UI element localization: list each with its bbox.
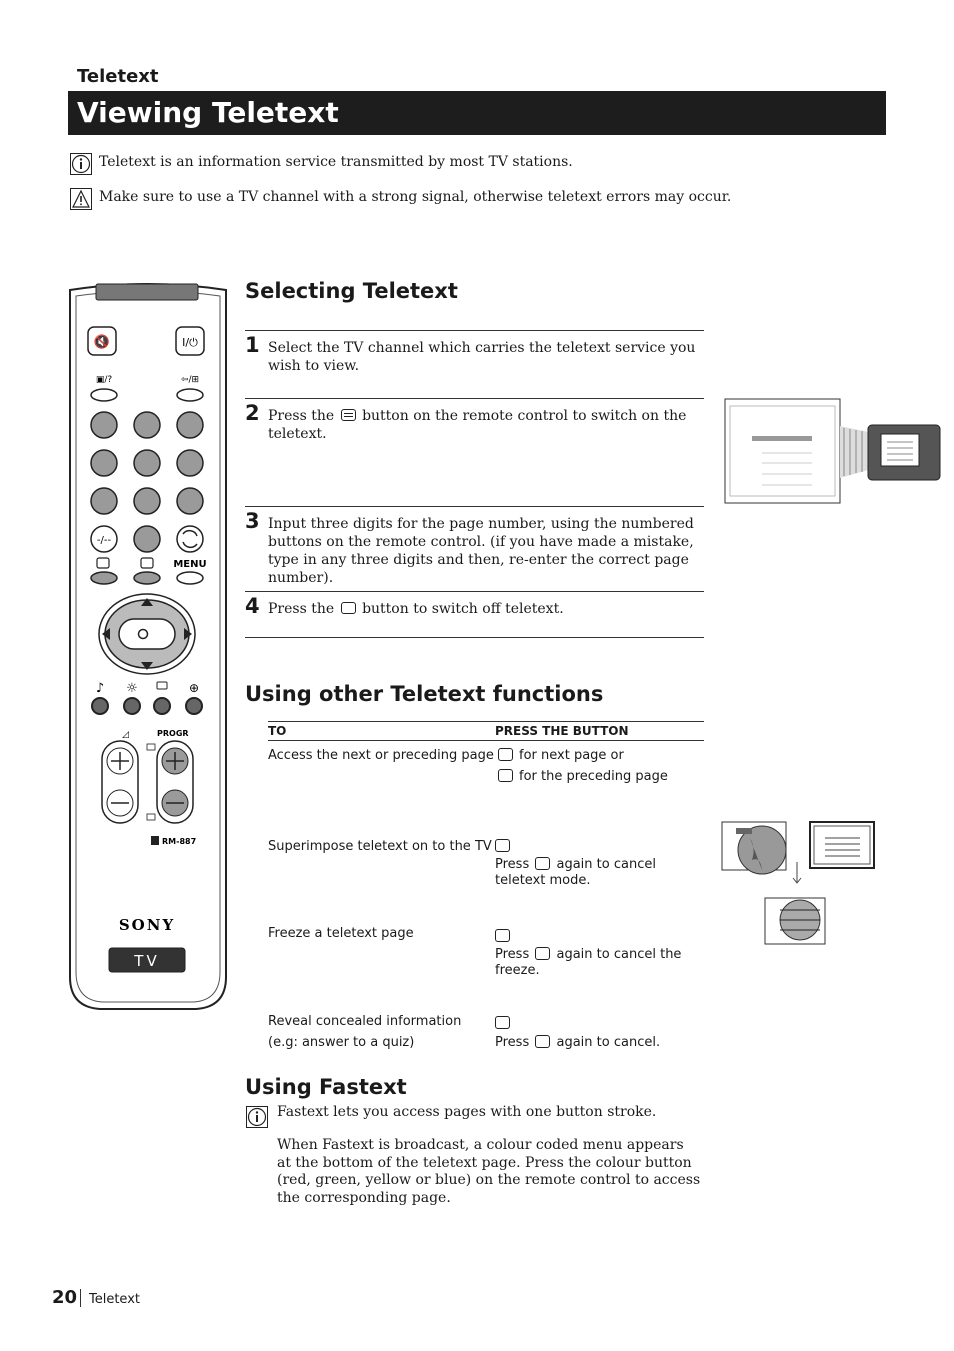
- row-reveal-press: Press again to cancel.: [495, 1035, 661, 1050]
- picture-icon: ☼: [126, 681, 138, 696]
- selecting-heading: Selecting Teletext: [245, 279, 458, 303]
- step-4-post: button to switch off teletext.: [362, 601, 564, 617]
- teletext-button-icon: [341, 409, 356, 421]
- row-superimpose-to: Superimpose teletext on to the TV: [268, 839, 492, 854]
- section-label: Teletext: [77, 66, 159, 87]
- fastext-description: When Fastext is broadcast, a colour coded menu appears at the bottom of the teletext page. Press the colour button (red, green, yellow or blue) on the remote control to access the corresponding page.: [277, 1137, 701, 1206]
- page-down-icon: [498, 769, 513, 782]
- row-freeze-symbol: [495, 927, 516, 947]
- row-reveal-to-example: (e.g: answer to a quiz): [268, 1035, 415, 1050]
- step-2-number: 2: [245, 401, 260, 425]
- row-reveal-symbol: [495, 1014, 516, 1034]
- step-2-text: [268, 407, 700, 443]
- mute-icon: 🔇: [93, 335, 111, 350]
- jump-button: [177, 526, 203, 552]
- note-warning: [70, 188, 732, 214]
- note-info: [70, 153, 573, 179]
- superimpose-illustration: [720, 820, 880, 948]
- info-icon: [70, 153, 92, 175]
- teletext-screen-illustration: [724, 398, 942, 506]
- remote-control-illustration: [66, 282, 230, 1012]
- footer-label: Teletext: [89, 1292, 140, 1307]
- row-next-page-press2: for the preceding page: [498, 767, 668, 787]
- step-3-number: 3: [245, 509, 260, 533]
- hold-icon: [495, 929, 510, 942]
- menu-button: [177, 572, 203, 584]
- step-2-pre: Press the: [268, 408, 335, 424]
- step-4-text: [268, 600, 700, 618]
- info-reveal-icon: ▣/?: [95, 375, 113, 385]
- row-freeze-press: Press again to cancel the freeze.: [495, 947, 682, 978]
- teletext-icon: [535, 857, 550, 870]
- step-4-number: 4: [245, 594, 260, 618]
- step-1-text: Select the TV channel which carries the teletext service you wish to view.: [268, 340, 696, 374]
- fastext-intro: Fastext lets you access pages with one button stroke.: [277, 1104, 657, 1120]
- step-2-post: button on the remote control to switch on the teletext.: [268, 408, 687, 442]
- warning-icon: [70, 188, 92, 210]
- row-next-page-press1: for next page or: [498, 746, 624, 766]
- footer-divider: [80, 1289, 81, 1307]
- volume-icon: ◿: [122, 730, 129, 740]
- step-3-text: Input three digits for the page number, using the numbered buttons on the remote control. (if you have made a mistake, type in any three digits and then, re-enter the correct page number).: [268, 516, 694, 586]
- fastext-heading: Using Fastext: [245, 1075, 407, 1099]
- page-number: 20: [52, 1287, 78, 1308]
- menu-label: MENU: [173, 559, 207, 570]
- note-info-text: Teletext is an information service transmitted by most TV stations.: [99, 154, 573, 170]
- input-select-icon: ⇦/⊞: [180, 375, 200, 385]
- row-next-page-to: Access the next or preceding page: [268, 748, 494, 763]
- col-press-header: PRESS THE BUTTON: [495, 724, 629, 738]
- reveal-icon: [535, 1035, 550, 1048]
- note-warning-text: Make sure to use a TV channel with a strong signal, otherwise teletext errors may occur.: [99, 189, 732, 205]
- row-superimpose-press: Press again to cancel teletext mode.: [495, 857, 656, 888]
- tv-button-icon: [341, 602, 356, 614]
- screen-mode-icon: ⊕: [188, 681, 200, 695]
- reveal-icon: [495, 1016, 510, 1029]
- hold-icon: [535, 947, 550, 960]
- model-label: RM-887: [162, 837, 197, 846]
- tv-label: TV: [134, 952, 160, 970]
- teletext-mix-icon: [495, 839, 510, 852]
- row-reveal-to: Reveal concealed information: [268, 1014, 462, 1029]
- step-4-pre: Press the: [268, 601, 335, 617]
- progr-label: PROGR: [157, 729, 189, 738]
- col-to-header: TO: [268, 724, 287, 738]
- row-freeze-to: Freeze a teletext page: [268, 926, 414, 941]
- step-1-number: 1: [245, 333, 260, 357]
- title-bar: [68, 91, 886, 135]
- functions-heading: Using other Teletext functions: [245, 682, 604, 706]
- page-title: Viewing Teletext: [77, 96, 339, 129]
- power-icon: I/⏻: [182, 336, 198, 349]
- row-superimpose-symbol: [495, 837, 516, 857]
- sound-icon: ♪: [95, 681, 105, 696]
- brand-logo: SONY: [118, 916, 176, 934]
- digit-entry-label: -/--: [96, 535, 112, 546]
- info-icon: [246, 1106, 268, 1128]
- page-up-icon: [498, 748, 513, 761]
